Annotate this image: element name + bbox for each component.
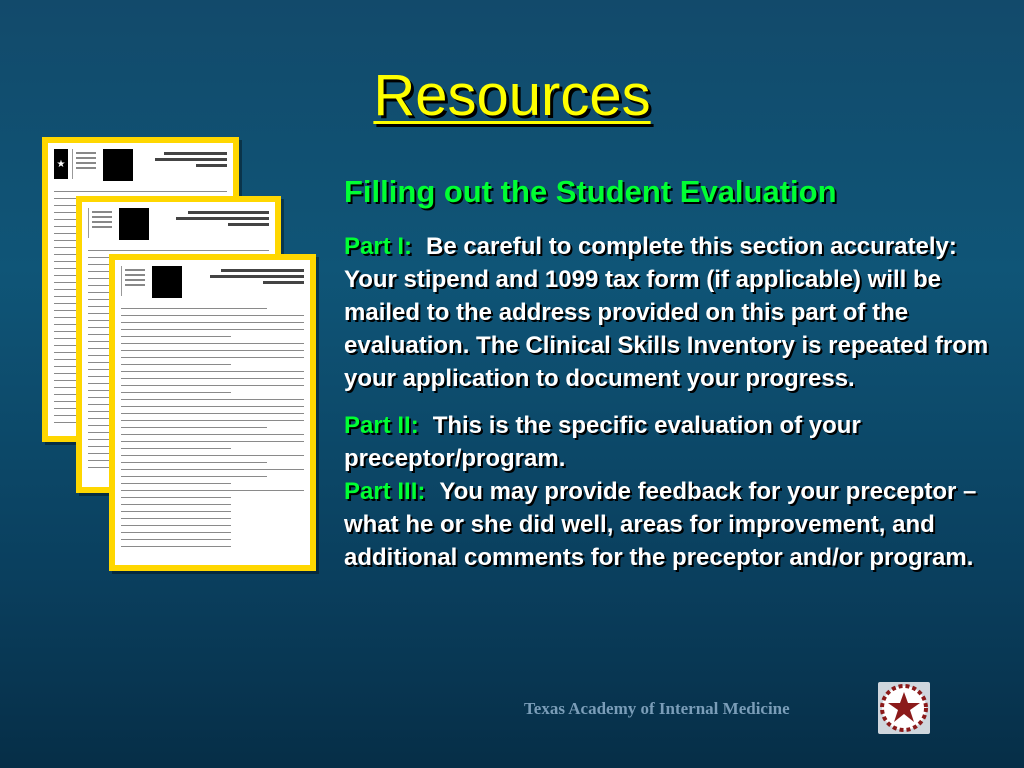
slide-title-wrap (0, 62, 1024, 129)
star-icon: ★ (54, 149, 68, 179)
part-1-paragraph (344, 230, 1004, 395)
evaluation-form-part-3-thumbnail (109, 254, 316, 571)
footer-organization: Texas Academy of Internal Medicine (524, 699, 790, 718)
part-1-text: Be careful to complete this section accurately: Your stipend and 1099 tax form (if applicable) will be mailed to the address provided on this part of the evaluation. The Clinical Skills Inventory is repeated from your application to document your progress. (344, 233, 989, 392)
part-2-paragraph (344, 409, 1004, 475)
part-2-text: This is the specific evaluation of your preceptor/program. (344, 412, 861, 472)
part-1-label: Part I: (344, 233, 413, 260)
slide-title: Resources (373, 63, 651, 128)
part-2-label: Part II: (344, 412, 419, 439)
part-3-text: You may provide feedback for your preceptor – what he or she did well, areas for improvement, and additional comments for the preceptor and/or program. (344, 478, 977, 571)
part-3-paragraph (344, 475, 1004, 574)
part-3-label: Part III: (344, 478, 426, 505)
form-page (115, 260, 310, 565)
texas-academy-star-seal-icon (878, 682, 930, 734)
subheading: Filling out the Student Evaluation (344, 174, 837, 209)
slide-body (344, 172, 1004, 574)
